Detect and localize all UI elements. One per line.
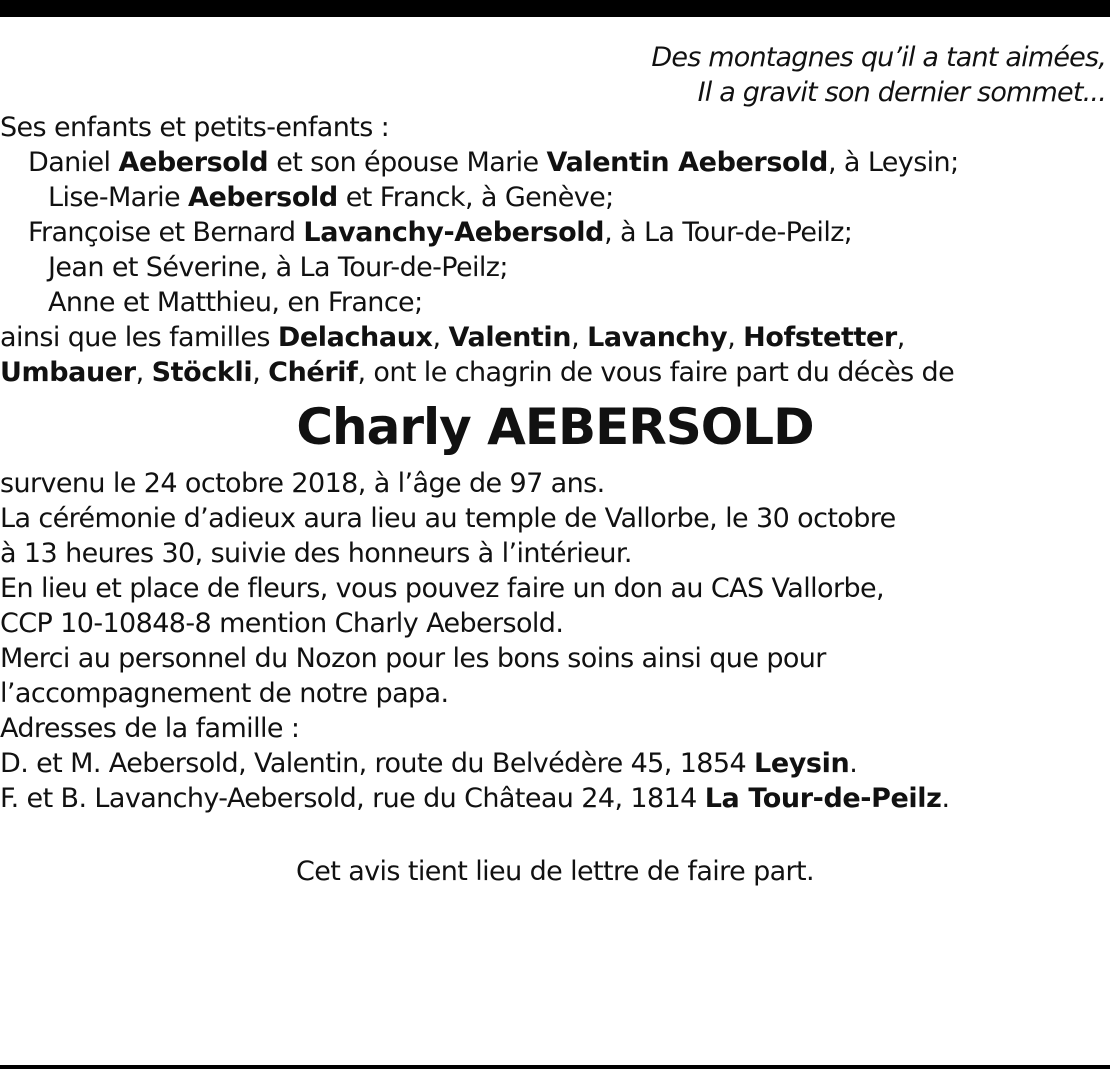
separator: , (727, 322, 744, 353)
detail-line-donation: En lieu et place de fleurs, vous pouvez faire un don au CAS Vallorbe, (0, 573, 885, 604)
surname: Lavanchy (587, 322, 728, 353)
obituary-notice (0, 40, 1110, 889)
detail-line-thanks-cont: l’accompagnement de notre papa. (0, 678, 449, 709)
separator: , (571, 322, 588, 353)
epigraph-line-2: Il a gravit son dernier sommet... (697, 77, 1106, 108)
detail-line-addresses-intro: Adresses de la famille : (0, 713, 300, 744)
text-segment: . (849, 748, 858, 779)
deceased-name: Charly AEBERSOLD (296, 398, 814, 456)
surname: Stöckli (151, 357, 253, 388)
surname: Umbauer (0, 357, 136, 388)
surname: Valentin Aebersold (546, 147, 828, 178)
text-segment: et son épouse Marie (268, 147, 547, 178)
family-line-anne: Anne et Matthieu, en France; (48, 287, 423, 318)
surname: Delachaux (277, 322, 433, 353)
text-segment: Françoise et Bernard (28, 217, 304, 248)
text-segment: Daniel (28, 147, 119, 178)
separator: , (252, 357, 269, 388)
family-line-francoise (0, 215, 1110, 250)
detail-line-date: survenu le 24 octobre 2018, à l’âge de 97 ans. (0, 468, 605, 499)
text-segment: et Franck, à Genève; (337, 182, 614, 213)
text-segment: D. et M. Aebersold, Valentin, route du Belvédère 45, 1854 (0, 748, 755, 779)
family-line-daniel (0, 145, 1110, 180)
surname: Valentin (448, 322, 572, 353)
family-line-jean: Jean et Séverine, à La Tour-de-Peilz; (48, 252, 508, 283)
text-segment: ainsi que les familles (0, 322, 278, 353)
text-segment: , à La Tour-de-Peilz; (604, 217, 853, 248)
detail-line-ccp: CCP 10-10848-8 mention Charly Aebersold. (0, 608, 564, 639)
detail-line-ceremony-time: à 13 heures 30, suivie des honneurs à l’intérieur. (0, 538, 632, 569)
detail-line-ceremony: La cérémonie d’adieux aura lieu au temple de Vallorbe, le 30 octobre (0, 503, 896, 534)
text-segment: F. et B. Lavanchy-Aebersold, rue du Château 24, 1814 (0, 783, 705, 814)
surname: Lavanchy-Aebersold (303, 217, 605, 248)
separator: , (135, 357, 152, 388)
text-segment: . (941, 783, 950, 814)
families-line-1 (0, 320, 1110, 355)
text-segment: , à Leysin; (827, 147, 959, 178)
surname: Aebersold (188, 182, 338, 213)
top-rule (0, 0, 1110, 17)
detail-line-thanks: Merci au personnel du Nozon pour les bons soins ainsi que pour (0, 643, 826, 674)
family-intro: Ses enfants et petits-enfants : (0, 112, 390, 143)
surname: Hofstetter (743, 322, 897, 353)
separator: , (896, 322, 905, 353)
city: La Tour-de-Peilz (704, 783, 942, 814)
bottom-rule (0, 1065, 1110, 1069)
text-segment: Lise-Marie (48, 182, 189, 213)
city: Leysin (754, 748, 850, 779)
surname: Aebersold (118, 147, 269, 178)
text-segment: , ont le chagrin de vous faire part du décès de (357, 357, 955, 388)
address-line-tour-de-peilz (0, 781, 1110, 816)
families-line-2 (0, 355, 1110, 390)
surname: Chérif (268, 357, 358, 388)
address-line-leysin (0, 746, 1110, 781)
closing-note: Cet avis tient lieu de lettre de faire part. (295, 856, 815, 887)
epigraph-line-1: Des montagnes qu’il a tant aimées, (651, 42, 1106, 73)
separator: , (432, 322, 449, 353)
family-line-lise-marie (0, 180, 1110, 215)
